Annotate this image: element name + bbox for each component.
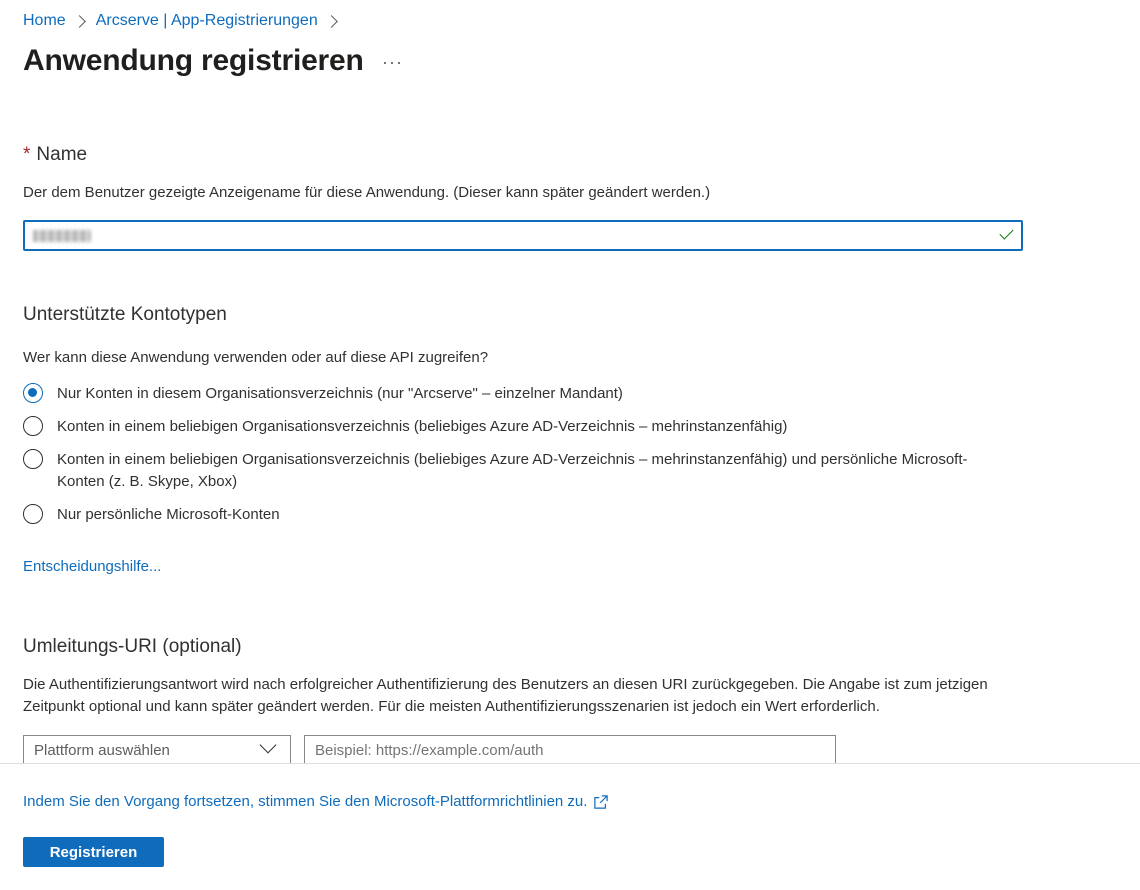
decision-help-link[interactable]: Entscheidungshilfe... <box>23 558 162 575</box>
radio-option-label: Nur persönliche Microsoft-Konten <box>57 506 280 523</box>
redirect-uri-input[interactable] <box>304 735 836 764</box>
name-heading <box>23 144 87 166</box>
redacted-name-value <box>33 230 91 242</box>
breadcrumb-app-registrations[interactable]: Arcserve | App-Registrierungen <box>95 12 318 29</box>
breadcrumb <box>23 12 348 30</box>
platform-select[interactable] <box>23 735 291 764</box>
account-types-heading: Unterstützte Kontotypen <box>23 304 227 325</box>
required-mark: * <box>23 144 31 165</box>
radio-unchecked-icon[interactable] <box>23 504 43 524</box>
radio-unchecked-icon[interactable] <box>23 449 43 469</box>
policy-link-row[interactable] <box>23 793 608 810</box>
chevron-right-icon <box>325 15 338 28</box>
radio-option-multi-tenant[interactable] <box>23 416 787 438</box>
chevron-right-icon <box>73 15 86 28</box>
name-heading-label: Name <box>36 144 88 165</box>
name-description: Der dem Benutzer gezeigte Anzeigename für diese Anwendung. (Dieser kann später geändert werden.) <box>23 184 711 201</box>
radio-checked-icon[interactable] <box>23 383 43 403</box>
breadcrumb-home[interactable]: Home <box>23 12 66 29</box>
redirect-uri-description: Die Authentifizierungsantwort wird nach erfolgreicher Authentifizierung des Benutzers an diesen URI zurückgegeben. Die Angabe ist zum jetzigen Zeitpunkt optional und kann später geändert werden. Für die meisten Authentifizierungsszenarien ist jedoch ein Wert erforderlich. <box>23 676 988 715</box>
register-button[interactable]: Registrieren <box>23 837 164 867</box>
radio-option-multi-tenant-personal[interactable] <box>23 449 983 493</box>
radio-option-label: Nur Konten in diesem Organisationsverzeichnis (nur "Arcserve" – einzelner Mandant) <box>57 385 623 402</box>
radio-unchecked-icon[interactable] <box>23 416 43 436</box>
platform-policy-link[interactable]: Indem Sie den Vorgang fortsetzen, stimmen Sie den Microsoft-Plattformrichtlinien zu. <box>23 793 588 810</box>
checkmark-icon <box>999 225 1013 239</box>
radio-option-label: Konten in einem beliebigen Organisationsverzeichnis (beliebiges Azure AD-Verzeichnis – mehrinstanzenfähig) und persönliche Microsoft-Konten (z. B. Skype, Xbox) <box>57 451 968 490</box>
radio-option-personal-only[interactable] <box>23 504 280 526</box>
chevron-down-icon <box>260 737 277 754</box>
footer-divider <box>0 763 1140 764</box>
page-title: Anwendung registrieren <box>23 44 364 77</box>
more-options-icon[interactable]: ··· <box>382 52 403 72</box>
external-link-icon <box>594 795 608 809</box>
account-types-question: Wer kann diese Anwendung verwenden oder auf diese API zugreifen? <box>23 349 489 366</box>
redirect-uri-heading: Umleitungs-URI (optional) <box>23 636 242 657</box>
radio-option-single-tenant[interactable] <box>23 383 623 405</box>
radio-option-label: Konten in einem beliebigen Organisationsverzeichnis (beliebiges Azure AD-Verzeichnis – mehrinstanzenfähig) <box>57 418 788 435</box>
platform-select-placeholder: Plattform auswählen <box>34 742 170 759</box>
name-input[interactable] <box>23 220 1023 251</box>
